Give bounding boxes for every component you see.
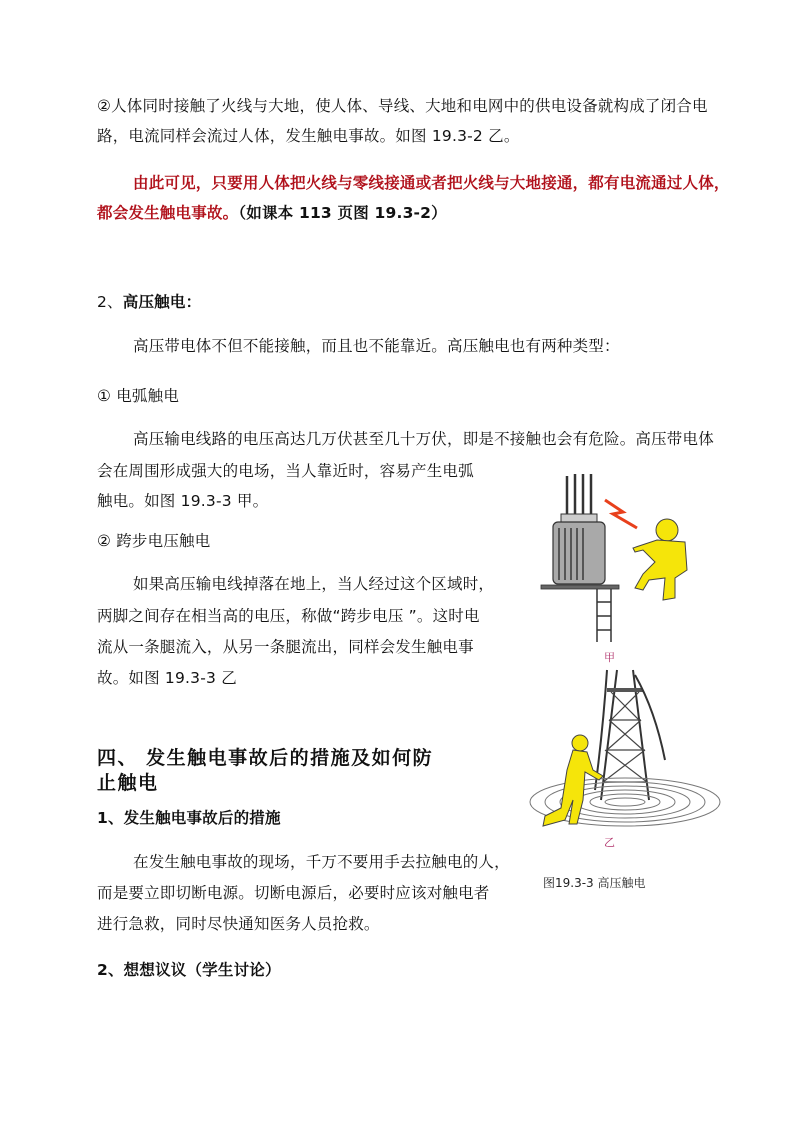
svg-text:甲: 甲 xyxy=(604,651,615,664)
emphasis-line: 由此可见，只要用人体把火线与零线接通或者把火线与大地接通，都有电流通过人体， xyxy=(133,174,730,192)
spark-icon xyxy=(605,500,637,528)
figure-caption: 图19.3-3 高压触电 xyxy=(543,876,646,890)
paragraph-line: 故。如图 19.3-3 乙 xyxy=(97,669,237,687)
paragraph-line: 流从一条腿流入，从另一条腿流出，同样会发生触电事 xyxy=(97,638,474,656)
person-step-voltage-illustration xyxy=(543,735,603,826)
reference-text: （如课本 113 页图 19.3-2） xyxy=(238,204,447,222)
paragraph-line: 如果高压输电线掉落在地上，当人经过这个区域时， xyxy=(133,575,495,593)
paragraph-line: ②人体同时接触了火线与大地，使人体、导线、大地和电网中的供电设备就构成了闭合电 xyxy=(97,97,708,115)
paragraph-line: 两脚之间存在相当高的电压，称做“跨步电压 ”。这时电 xyxy=(97,607,480,625)
svg-text:乙: 乙 xyxy=(604,836,615,849)
power-tower-illustration xyxy=(595,670,665,800)
transformer-illustration xyxy=(541,474,619,642)
paragraph-line: 触电。如图 19.3-3 甲。 xyxy=(97,492,269,510)
figure-high-voltage-shock xyxy=(525,470,725,895)
subitem-step-voltage: ② 跨步电压触电 xyxy=(97,532,211,550)
person-shocked-illustration xyxy=(633,519,687,600)
emphasis-line-2 xyxy=(97,203,447,223)
subheading-measures: 1、发生触电事故后的措施 xyxy=(97,809,281,827)
paragraph-line: 会在周围形成强大的电场，当人靠近时，容易产生电弧 xyxy=(97,462,474,480)
high-voltage-illustration xyxy=(525,470,725,895)
section-heading: 四、 发生触电事故后的措施及如何防 xyxy=(97,747,434,769)
subheading-number: 2、 xyxy=(97,293,123,311)
paragraph-line: 进行急救，同时尽快通知医务人员抢救。 xyxy=(97,915,380,933)
paragraph-line: 高压输电线路的电压高达几万伏甚至几十万伏，即是不接触也会有危险。高压带电体 xyxy=(133,430,714,448)
paragraph-line: 高压带电体不但不能接触，而且也不能靠近。高压触电也有两种类型： xyxy=(133,337,620,355)
subheading-discuss: 2、想想议议（学生讨论） xyxy=(97,961,281,979)
emphasis-text: 都会发生触电事故。 xyxy=(97,204,239,222)
paragraph-line: 在发生触电事故的现场，千万不要用手去拉触电的人， xyxy=(133,853,510,871)
subitem-arc-shock: ① 电弧触电 xyxy=(97,387,180,405)
paragraph-line: 而是要立即切断电源。切断电源后，必要时应该对触电者 xyxy=(97,884,490,902)
paragraph-line: 路，电流同样会流过人体，发生触电事故。如图 19.3-2 乙。 xyxy=(97,127,520,145)
subheading-text: 高压触电： xyxy=(122,293,202,311)
section-heading-cont: 止触电 xyxy=(97,772,159,794)
subheading-high-voltage xyxy=(97,292,201,312)
